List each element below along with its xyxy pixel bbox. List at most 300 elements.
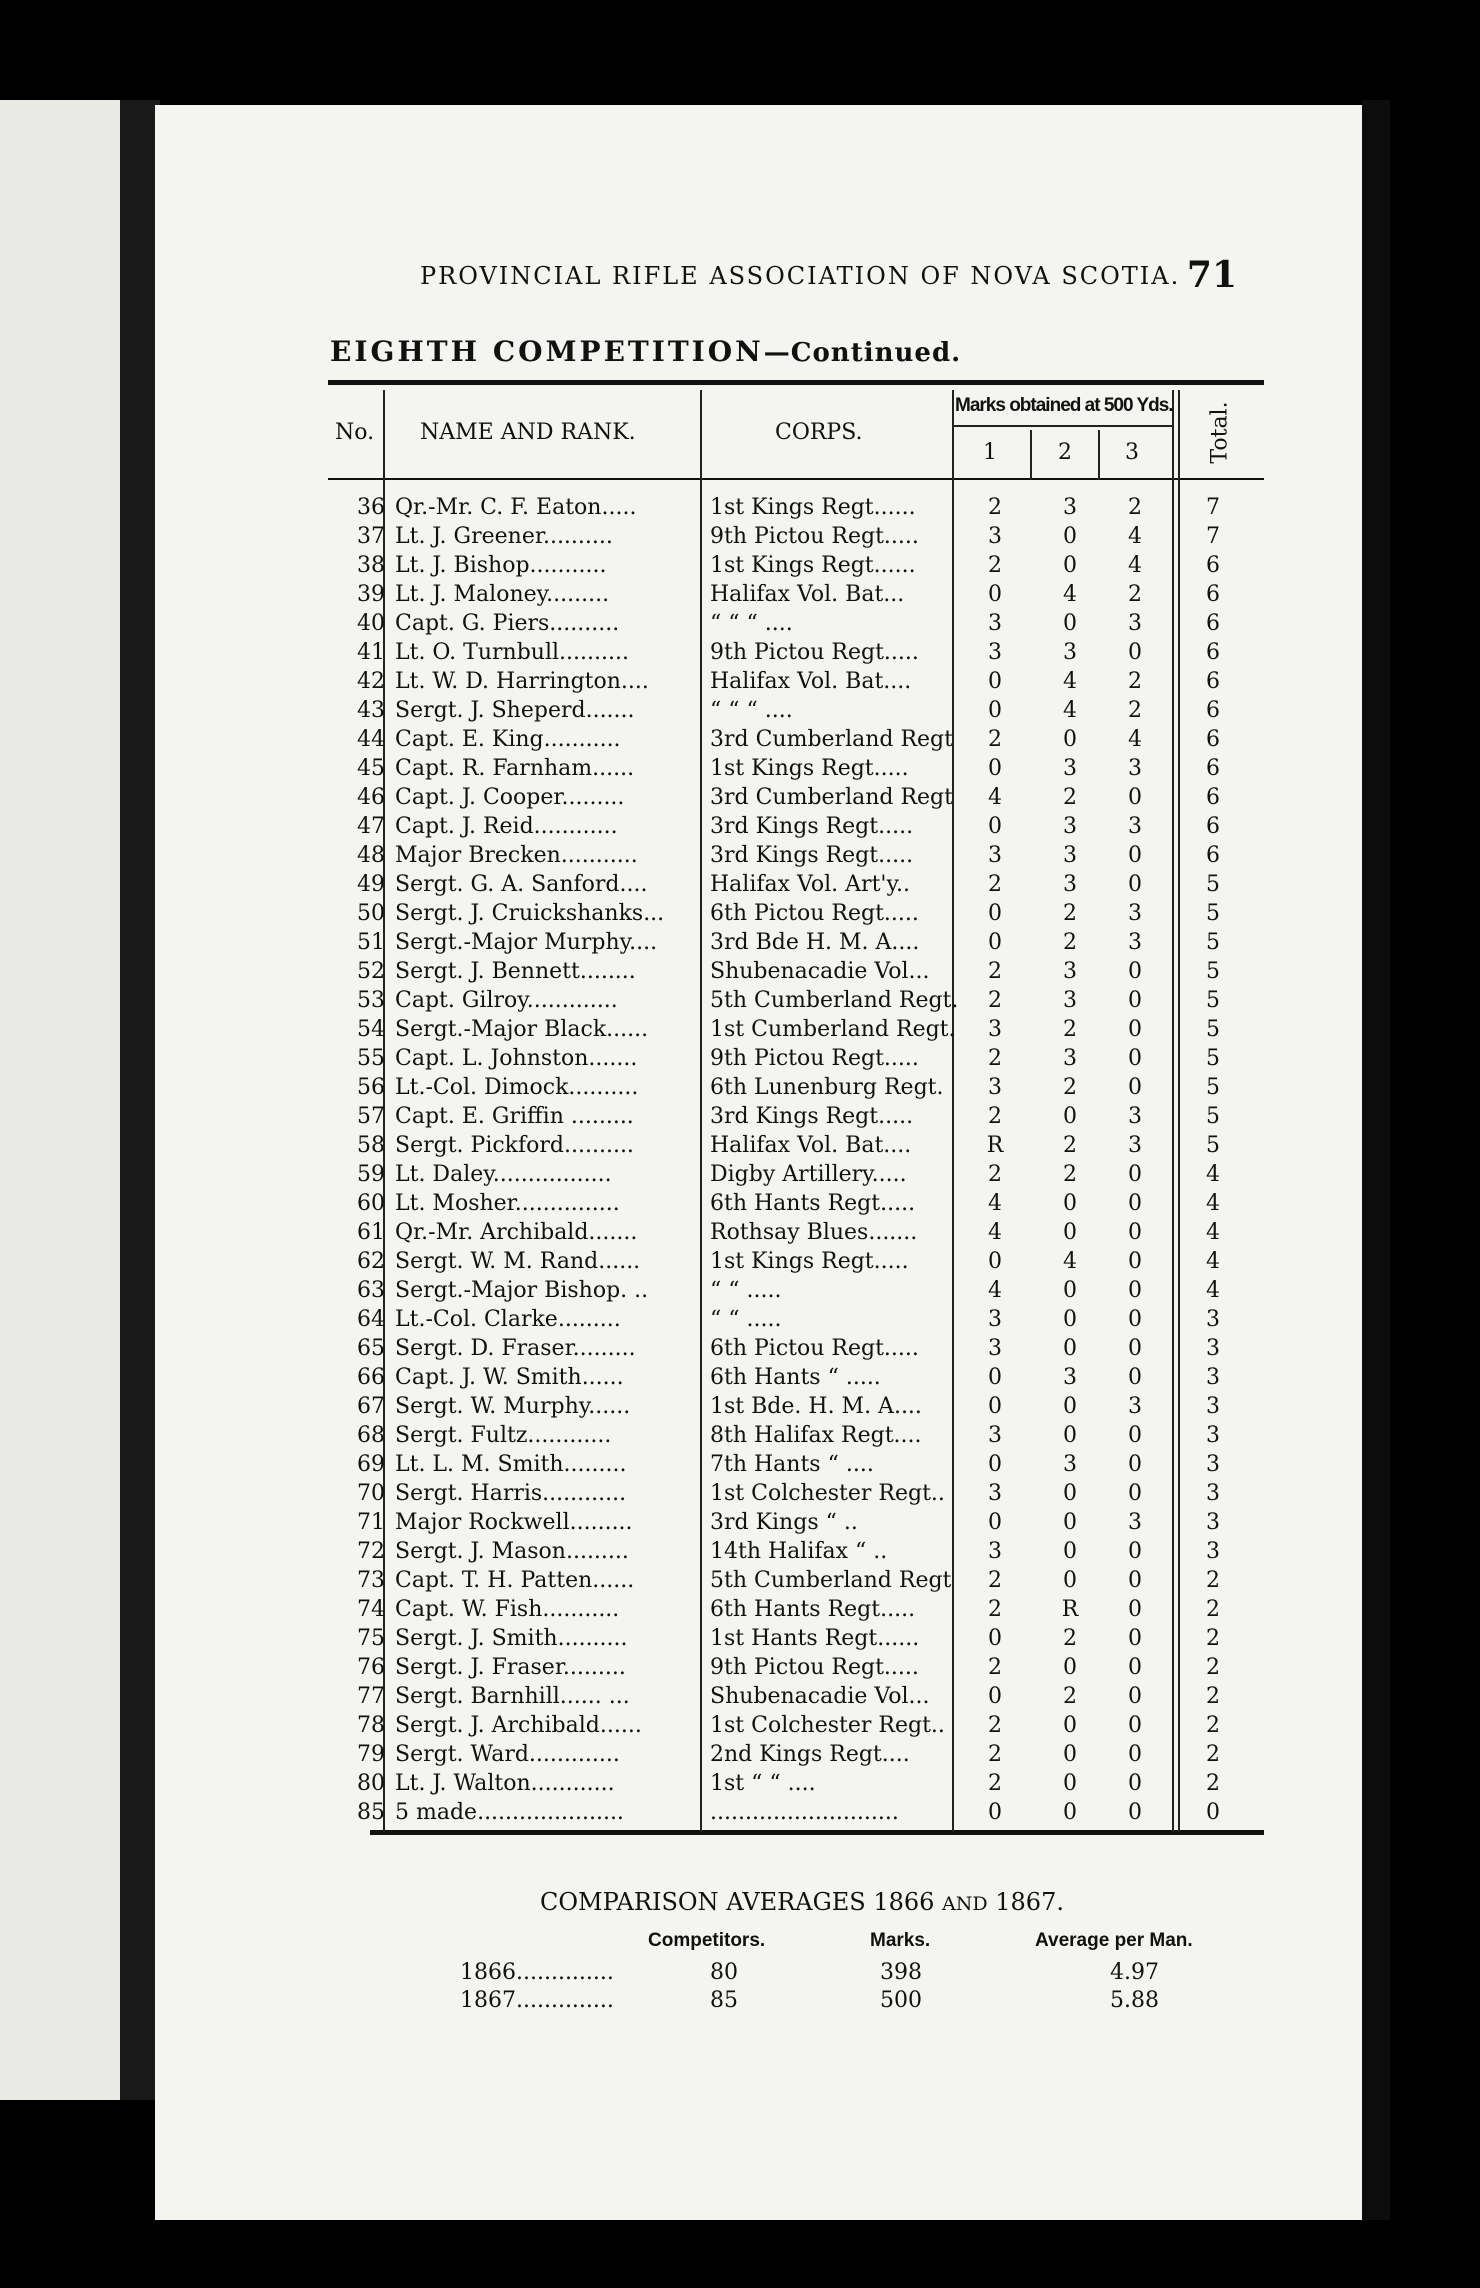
row-total: 5 (1206, 1104, 1220, 1129)
row-mark-1: 2 (988, 1162, 1002, 1187)
row-mark-1: 0 (988, 669, 1002, 694)
row-corps: Halifax Vol. Bat.... (710, 669, 912, 694)
row-mark-3: 0 (1128, 1742, 1142, 1767)
row-total: 4 (1206, 1191, 1220, 1216)
row-number: 67 (357, 1394, 385, 1419)
row-total: 5 (1206, 959, 1220, 984)
row-name: Sergt. Ward............. (395, 1742, 620, 1767)
table-row (300, 1626, 1260, 1655)
row-total: 2 (1206, 1684, 1220, 1709)
row-name: Sergt. W. M. Rand...... (395, 1249, 641, 1274)
row-mark-3: 4 (1128, 553, 1142, 578)
row-mark-1: 3 (988, 1307, 1002, 1332)
row-mark-3: 3 (1128, 1394, 1142, 1419)
row-name: Capt. W. Fish........... (395, 1597, 620, 1622)
page-number: 71 (1186, 254, 1237, 296)
row-corps: 1st Hants Regt...... (710, 1626, 920, 1651)
row-corps: 1st Colchester Regt.. (710, 1713, 945, 1738)
row-number: 58 (357, 1133, 385, 1158)
row-mark-1: 2 (988, 495, 1002, 520)
row-corps: 3rd Kings Regt..... (710, 1104, 914, 1129)
row-number: 48 (357, 843, 385, 868)
row-mark-1: 3 (988, 1336, 1002, 1361)
table-row (300, 1162, 1260, 1191)
row-total: 5 (1206, 1133, 1220, 1158)
row-mark-3: 3 (1128, 1510, 1142, 1535)
row-name: Lt. J. Greener.......... (395, 524, 613, 549)
header-marks-group: Marks obtained at 500 Yds. (955, 395, 1173, 416)
row-mark-2: 0 (1063, 1655, 1077, 1680)
row-corps: Rothsay Blues....... (710, 1220, 918, 1245)
row-name: Lt. O. Turnbull.......... (395, 640, 629, 665)
row-mark-3: 0 (1128, 640, 1142, 665)
row-name: Sergt. Pickford.......... (395, 1133, 634, 1158)
table-row (300, 988, 1260, 1017)
row-number: 41 (357, 640, 385, 665)
row-total: 6 (1206, 814, 1220, 839)
row-number: 85 (357, 1800, 385, 1825)
header-mark-3: 3 (1125, 440, 1139, 465)
col-divider-m1 (1030, 430, 1032, 480)
row-corps: “ “ “ .... (710, 698, 793, 723)
row-total: 5 (1206, 1017, 1220, 1042)
row-name: Sergt.-Major Black...... (395, 1017, 649, 1042)
row-mark-3: 3 (1128, 1104, 1142, 1129)
row-corps: Halifax Vol. Art'y.. (710, 872, 910, 897)
row-mark-1: 2 (988, 1568, 1002, 1593)
row-number: 70 (357, 1481, 385, 1506)
row-number: 59 (357, 1162, 385, 1187)
row-corps: 3rd Kings Regt..... (710, 814, 914, 839)
row-total: 5 (1206, 901, 1220, 926)
row-corps: 1st “ “ .... (710, 1771, 816, 1796)
row-name: Lt. Daley................. (395, 1162, 612, 1187)
row-corps: 1st Kings Regt..... (710, 1249, 909, 1274)
row-mark-2: 0 (1063, 1423, 1077, 1448)
row-name: Sergt. J. Sheperd....... (395, 698, 635, 723)
row-total: 4 (1206, 1278, 1220, 1303)
row-name: Lt.-Col. Dimock.......... (395, 1075, 639, 1100)
row-mark-3: 2 (1128, 698, 1142, 723)
comparison-title (540, 1888, 1064, 1916)
comparison-title-and: AND (942, 1893, 988, 1915)
row-mark-2: 3 (1063, 640, 1077, 665)
row-mark-1: 0 (988, 1626, 1002, 1651)
marks-group-underline (952, 425, 1172, 427)
row-mark-3: 0 (1128, 1597, 1142, 1622)
row-mark-3: 0 (1128, 1278, 1142, 1303)
row-name: Lt. Mosher............... (395, 1191, 620, 1216)
row-mark-3: 3 (1128, 611, 1142, 636)
row-corps: 8th Halifax Regt.... (710, 1423, 922, 1448)
row-mark-2: 0 (1063, 1220, 1077, 1245)
row-number: 65 (357, 1336, 385, 1361)
table-row (300, 582, 1260, 611)
row-mark-1: 2 (988, 1742, 1002, 1767)
row-mark-3: 4 (1128, 524, 1142, 549)
row-mark-2: 3 (1063, 756, 1077, 781)
row-total: 4 (1206, 1162, 1220, 1187)
table-row (300, 1481, 1260, 1510)
row-corps: 6th Pictou Regt..... (710, 1336, 919, 1361)
row-mark-2: 0 (1063, 1191, 1077, 1216)
row-number: 74 (357, 1597, 385, 1622)
row-name: Major Brecken........... (395, 843, 638, 868)
row-number: 43 (357, 698, 385, 723)
row-total: 2 (1206, 1713, 1220, 1738)
row-total: 3 (1206, 1539, 1220, 1564)
row-mark-2: 0 (1063, 1568, 1077, 1593)
row-mark-1: 3 (988, 1481, 1002, 1506)
row-mark-3: 0 (1128, 1307, 1142, 1332)
row-number: 62 (357, 1249, 385, 1274)
row-mark-1: 3 (988, 1539, 1002, 1564)
row-name: Lt. J. Walton............ (395, 1771, 615, 1796)
row-name: Capt. J. Cooper......... (395, 785, 625, 810)
row-name: Sergt. J. Bennett........ (395, 959, 636, 984)
row-corps: 1st Kings Regt...... (710, 553, 916, 578)
row-mark-1: 2 (988, 1046, 1002, 1071)
table-row (300, 1394, 1260, 1423)
row-mark-2: 0 (1063, 1510, 1077, 1535)
row-total: 6 (1206, 611, 1220, 636)
row-mark-2: 2 (1063, 901, 1077, 926)
row-number: 72 (357, 1539, 385, 1564)
comparison-title-b: 1867. (987, 1888, 1064, 1916)
row-mark-3: 0 (1128, 785, 1142, 810)
row-corps: 6th Pictou Regt..... (710, 901, 919, 926)
row-corps: ........................... (710, 1800, 899, 1825)
row-total: 6 (1206, 843, 1220, 868)
page-edge-shadow (1362, 100, 1390, 2220)
row-mark-2: 4 (1063, 669, 1077, 694)
row-number: 69 (357, 1452, 385, 1477)
row-name: Sergt. W. Murphy...... (395, 1394, 631, 1419)
header-bottom-rule (328, 478, 1264, 480)
comparison-row-year-1866: 1866.............. (460, 1960, 614, 1985)
row-total: 2 (1206, 1771, 1220, 1796)
row-mark-1: 3 (988, 1423, 1002, 1448)
row-mark-2: 3 (1063, 1365, 1077, 1390)
row-mark-1: 3 (988, 611, 1002, 636)
row-mark-2: 0 (1063, 524, 1077, 549)
row-mark-1: 2 (988, 988, 1002, 1013)
row-name: Capt. E. King........... (395, 727, 621, 752)
row-number: 79 (357, 1742, 385, 1767)
row-mark-1: 3 (988, 1017, 1002, 1042)
row-mark-1: 2 (988, 727, 1002, 752)
row-mark-3: 3 (1128, 814, 1142, 839)
row-mark-2: 3 (1063, 872, 1077, 897)
row-name: Sergt. J. Mason......... (395, 1539, 629, 1564)
row-name: Capt. J. W. Smith...... (395, 1365, 624, 1390)
row-mark-3: 0 (1128, 1162, 1142, 1187)
table-row (300, 785, 1260, 814)
row-number: 60 (357, 1191, 385, 1216)
row-number: 37 (357, 524, 385, 549)
row-mark-3: 0 (1128, 1017, 1142, 1042)
row-mark-2: 3 (1063, 843, 1077, 868)
row-mark-2: 2 (1063, 1133, 1077, 1158)
row-total: 6 (1206, 785, 1220, 810)
row-name: Sergt. G. A. Sanford.... (395, 872, 648, 897)
row-mark-2: 0 (1063, 553, 1077, 578)
row-name: Qr.-Mr. Archibald....... (395, 1220, 638, 1245)
row-mark-1: 2 (988, 1713, 1002, 1738)
row-mark-1: 0 (988, 901, 1002, 926)
row-number: 75 (357, 1626, 385, 1651)
row-mark-1: 3 (988, 640, 1002, 665)
row-mark-3: 2 (1128, 495, 1142, 520)
row-mark-3: 2 (1128, 669, 1142, 694)
row-name: Lt.-Col. Clarke......... (395, 1307, 621, 1332)
row-name: Capt. J. Reid............ (395, 814, 618, 839)
row-mark-2: 0 (1063, 1394, 1077, 1419)
row-corps: 3rd Kings Regt..... (710, 843, 914, 868)
col-divider-m2 (1098, 430, 1100, 480)
row-name: Sergt.-Major Murphy.... (395, 930, 658, 955)
table-row (300, 524, 1260, 553)
row-mark-2: 3 (1063, 988, 1077, 1013)
table-row (300, 553, 1260, 582)
table-row (300, 1046, 1260, 1075)
row-name: Lt. J. Maloney......... (395, 582, 610, 607)
row-total: 3 (1206, 1336, 1220, 1361)
row-number: 50 (357, 901, 385, 926)
row-number: 56 (357, 1075, 385, 1100)
row-mark-3: 0 (1128, 1220, 1142, 1245)
row-mark-1: 0 (988, 1510, 1002, 1535)
row-mark-2: 2 (1063, 1162, 1077, 1187)
row-number: 68 (357, 1423, 385, 1448)
row-corps: 3rd Cumberland Regt (710, 785, 953, 810)
row-total: 5 (1206, 872, 1220, 897)
row-mark-2: 0 (1063, 1481, 1077, 1506)
row-mark-3: 0 (1128, 1075, 1142, 1100)
row-corps: 6th Hants Regt..... (710, 1597, 916, 1622)
row-mark-3: 0 (1128, 1800, 1142, 1825)
row-mark-1: R (986, 1133, 1004, 1158)
table-row (300, 756, 1260, 785)
row-mark-1: 2 (988, 1104, 1002, 1129)
table-row (300, 1307, 1260, 1336)
row-mark-2: 2 (1063, 1684, 1077, 1709)
row-corps: 9th Pictou Regt..... (710, 1046, 919, 1071)
row-mark-3: 0 (1128, 1655, 1142, 1680)
row-mark-2: 0 (1063, 1800, 1077, 1825)
row-number: 61 (357, 1220, 385, 1245)
row-corps: 1st Bde. H. M. A.... (710, 1394, 922, 1419)
row-total: 3 (1206, 1481, 1220, 1506)
comparison-row-competitors-1867: 85 (710, 1988, 738, 2013)
row-mark-2: 0 (1063, 1713, 1077, 1738)
row-total: 6 (1206, 669, 1220, 694)
table-row (300, 1017, 1260, 1046)
row-total: 5 (1206, 1075, 1220, 1100)
row-name: Sergt. D. Fraser......... (395, 1336, 636, 1361)
competition-title-main: EIGHTH COMPETITION (330, 335, 764, 368)
row-name: Capt. Gilroy............. (395, 988, 618, 1013)
table-row (300, 669, 1260, 698)
row-mark-2: 3 (1063, 959, 1077, 984)
row-total: 4 (1206, 1249, 1220, 1274)
row-mark-3: 0 (1128, 1771, 1142, 1796)
row-mark-2: 2 (1063, 785, 1077, 810)
table-row (300, 1510, 1260, 1539)
row-mark-1: 3 (988, 843, 1002, 868)
row-mark-2: 3 (1063, 1452, 1077, 1477)
row-name: Sergt. J. Cruickshanks... (395, 901, 665, 926)
row-mark-2: 0 (1063, 1307, 1077, 1332)
row-number: 53 (357, 988, 385, 1013)
row-name: Sergt. Fultz............ (395, 1423, 612, 1448)
row-mark-1: 2 (988, 959, 1002, 984)
row-mark-3: 0 (1128, 1539, 1142, 1564)
row-total: 6 (1206, 640, 1220, 665)
row-mark-3: 3 (1128, 1133, 1142, 1158)
row-mark-1: 0 (988, 698, 1002, 723)
row-mark-1: 0 (988, 1800, 1002, 1825)
row-mark-1: 2 (988, 1597, 1002, 1622)
row-corps: 6th Hants “ ..... (710, 1365, 881, 1390)
row-mark-3: 0 (1128, 1423, 1142, 1448)
comparison-header-average: Average per Man. (1035, 1930, 1193, 1951)
table-row (300, 814, 1260, 843)
row-total: 2 (1206, 1742, 1220, 1767)
row-corps: 5th Cumberland Regt. (710, 988, 959, 1013)
row-mark-2: 4 (1063, 698, 1077, 723)
comparison-row-competitors-1866: 80 (710, 1960, 738, 1985)
row-mark-1: 0 (988, 930, 1002, 955)
row-corps: “ “ ..... (710, 1278, 782, 1303)
row-mark-3: 0 (1128, 1249, 1142, 1274)
row-corps: Shubenacadie Vol... (710, 1684, 930, 1709)
row-total: 0 (1206, 1800, 1220, 1825)
row-mark-3: 0 (1128, 1191, 1142, 1216)
row-mark-3: 0 (1128, 872, 1142, 897)
row-mark-3: 0 (1128, 1568, 1142, 1593)
table-row (300, 698, 1260, 727)
row-name: Major Rockwell......... (395, 1510, 633, 1535)
row-mark-3: 2 (1128, 582, 1142, 607)
row-mark-2: 0 (1063, 1539, 1077, 1564)
header-total: Total. (1207, 401, 1233, 464)
row-mark-2: 3 (1063, 1046, 1077, 1071)
row-number: 36 (357, 495, 385, 520)
row-corps: 1st Kings Regt..... (710, 756, 909, 781)
row-name: Capt. G. Piers.......... (395, 611, 620, 636)
row-mark-1: 2 (988, 1655, 1002, 1680)
row-mark-1: 3 (988, 1075, 1002, 1100)
row-corps: 9th Pictou Regt..... (710, 524, 919, 549)
table-row (300, 1278, 1260, 1307)
row-number: 51 (357, 930, 385, 955)
row-number: 40 (357, 611, 385, 636)
row-corps: “ “ ..... (710, 1307, 782, 1332)
row-mark-3: 0 (1128, 1046, 1142, 1071)
row-total: 7 (1206, 524, 1220, 549)
row-corps: 5th Cumberland Regt (710, 1568, 952, 1593)
row-name: Capt. L. Johnston....... (395, 1046, 638, 1071)
row-name: Capt. E. Griffin ......... (395, 1104, 634, 1129)
table-row (300, 1133, 1260, 1162)
row-total: 6 (1206, 756, 1220, 781)
row-mark-3: 4 (1128, 727, 1142, 752)
row-corps: 1st Colchester Regt.. (710, 1481, 945, 1506)
table-row (300, 1713, 1260, 1742)
row-number: 71 (357, 1510, 385, 1535)
row-name: Sergt. J. Archibald...... (395, 1713, 642, 1738)
table-row (300, 1104, 1260, 1133)
table-row (300, 959, 1260, 988)
row-corps: 6th Hants Regt..... (710, 1191, 916, 1216)
row-total: 7 (1206, 495, 1220, 520)
row-mark-2: 3 (1063, 814, 1077, 839)
table-row (300, 1220, 1260, 1249)
table-row (300, 1249, 1260, 1278)
row-total: 2 (1206, 1597, 1220, 1622)
row-mark-3: 0 (1128, 1626, 1142, 1651)
row-number: 80 (357, 1771, 385, 1796)
row-corps: 3rd Cumberland Regt (710, 727, 953, 752)
row-total: 3 (1206, 1394, 1220, 1419)
row-mark-3: 0 (1128, 1481, 1142, 1506)
table-row (300, 1684, 1260, 1713)
table-row (300, 1452, 1260, 1481)
row-number: 78 (357, 1713, 385, 1738)
header-no: No. (335, 420, 375, 445)
row-total: 3 (1206, 1307, 1220, 1332)
table-row (300, 1568, 1260, 1597)
header-mark-1: 1 (983, 440, 997, 465)
row-number: 55 (357, 1046, 385, 1071)
row-mark-1: 0 (988, 582, 1002, 607)
table-row (300, 1742, 1260, 1771)
row-total: 2 (1206, 1568, 1220, 1593)
row-name: Capt. R. Farnham...... (395, 756, 635, 781)
row-total: 2 (1206, 1626, 1220, 1651)
row-mark-1: 4 (988, 1220, 1002, 1245)
row-number: 39 (357, 582, 385, 607)
row-number: 46 (357, 785, 385, 810)
row-mark-2: 0 (1063, 1742, 1077, 1767)
table-row (300, 901, 1260, 930)
row-total: 6 (1206, 582, 1220, 607)
row-mark-1: 2 (988, 1771, 1002, 1796)
row-number: 45 (357, 756, 385, 781)
row-mark-3: 0 (1128, 1336, 1142, 1361)
row-mark-1: 0 (988, 814, 1002, 839)
row-mark-1: 0 (988, 756, 1002, 781)
row-mark-1: 0 (988, 1394, 1002, 1419)
row-mark-1: 4 (988, 1191, 1002, 1216)
row-total: 6 (1206, 698, 1220, 723)
row-number: 54 (357, 1017, 385, 1042)
row-total: 5 (1206, 988, 1220, 1013)
row-number: 57 (357, 1104, 385, 1129)
row-corps: Shubenacadie Vol... (710, 959, 930, 984)
row-mark-1: 2 (988, 553, 1002, 578)
row-corps: 1st Cumberland Regt. (710, 1017, 956, 1042)
row-mark-1: 0 (988, 1249, 1002, 1274)
row-mark-2: 0 (1063, 1771, 1077, 1796)
table-row (300, 930, 1260, 959)
row-corps: 2nd Kings Regt.... (710, 1742, 910, 1767)
row-number: 52 (357, 959, 385, 984)
row-mark-2: 2 (1063, 1075, 1077, 1100)
table-row (300, 1075, 1260, 1104)
header-name: NAME AND RANK. (420, 420, 636, 445)
